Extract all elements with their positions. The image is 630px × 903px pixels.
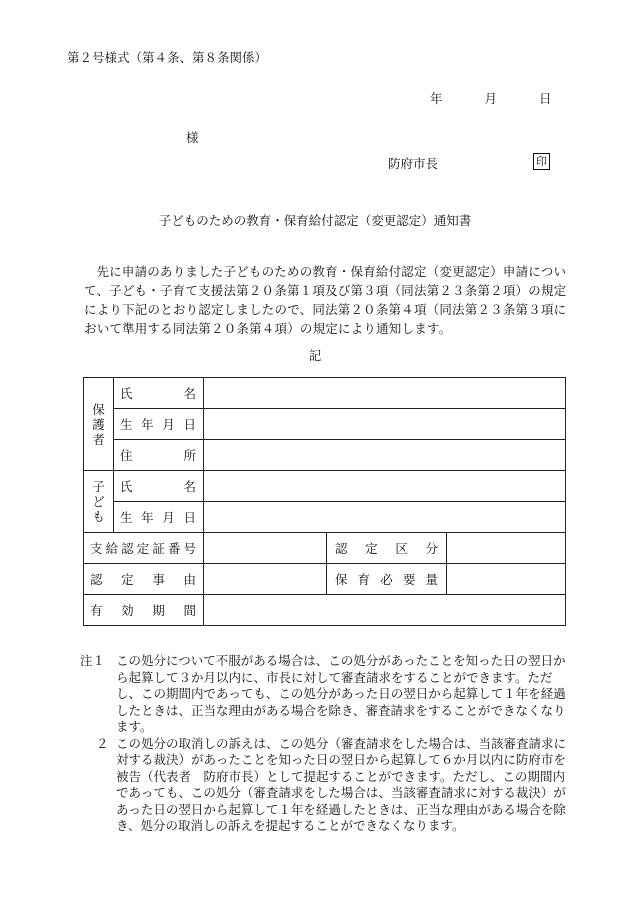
label-char: 定 [365, 541, 378, 556]
table-row [84, 409, 566, 440]
ki-heading: 記 [308, 348, 322, 363]
label-char: 氏 [120, 386, 133, 401]
child-group-label [84, 471, 114, 533]
label-char: 年 [141, 417, 154, 432]
label-char: 間 [183, 603, 196, 618]
validity-value[interactable] [204, 595, 566, 626]
label-char: 育 [357, 572, 371, 587]
label-char: 名 [183, 386, 196, 401]
label-char: も [92, 509, 105, 524]
label-char: 給 [105, 541, 119, 556]
table-row [84, 378, 566, 409]
guardian-birth-label [114, 409, 204, 440]
label-char: 期 [152, 603, 165, 618]
label-char: 保 [92, 401, 105, 417]
label-char: 必 [380, 572, 393, 587]
notes [80, 653, 570, 835]
label-char: 事 [152, 572, 165, 587]
label-char: 区 [395, 541, 408, 556]
label-char: 証 [152, 541, 165, 556]
table-row [84, 595, 566, 626]
child-name-label [114, 471, 204, 502]
label-char: 保 [335, 572, 348, 587]
label-char: 生 [120, 510, 133, 525]
label-char: 子 [92, 479, 105, 494]
table-row [84, 471, 566, 502]
child-name-value[interactable] [204, 471, 566, 502]
reason-value[interactable] [204, 564, 327, 595]
label-char: 日 [183, 510, 196, 525]
child-birth-label [114, 502, 204, 533]
label-char: 定 [121, 572, 134, 587]
note-number: ２ [96, 735, 109, 751]
guardian-name-value[interactable] [204, 378, 566, 409]
note-number: 注１ [80, 653, 106, 668]
child-birth-value[interactable] [204, 502, 566, 533]
date-month: 月 [484, 91, 498, 106]
label-char: 者 [92, 431, 105, 447]
cert-number-value[interactable] [204, 533, 327, 564]
label-char: 名 [183, 479, 196, 494]
label-char: 氏 [120, 479, 133, 494]
label-char: 効 [121, 603, 134, 618]
label-char: 護 [92, 416, 105, 432]
table-row [84, 502, 566, 533]
seal-mark: 印 [533, 153, 550, 170]
label-char: 住 [120, 448, 133, 463]
date-day: 日 [539, 91, 552, 106]
label-char: 年 [141, 510, 154, 525]
label-char: 有 [90, 603, 103, 618]
table-row [84, 440, 566, 471]
issuer: 防府市長 [388, 156, 439, 171]
table-row [84, 564, 566, 595]
label-char: 日 [183, 417, 196, 432]
cert-class-label [327, 533, 447, 564]
label-char: 分 [425, 541, 438, 556]
date-line [430, 89, 552, 107]
guardian-name-label [114, 378, 204, 409]
addressee-suffix: 様 [186, 130, 199, 145]
guardian-group-label [84, 378, 114, 471]
label-char: 要 [402, 572, 416, 587]
note-item [80, 736, 570, 835]
cert-number-label [84, 533, 204, 564]
guardian-address-label [114, 440, 204, 471]
guardian-address-value[interactable] [204, 440, 566, 471]
label-char: 所 [183, 448, 196, 463]
table-row [84, 533, 566, 564]
certification-table [83, 377, 566, 626]
label-char: 番 [167, 541, 181, 556]
guardian-birth-value[interactable] [204, 409, 566, 440]
label-char: 号 [183, 541, 196, 556]
note-text: この処分の取消しの訴えは、この処分（審査請求をした場合は、当該審査請求に対する裁決）があったことを知った日の翌日から起算して６か月以内に防府市を被告（代表者 防府市長）として提起することができます。ただし、この期間内であっても、この処分（審査請求をした場合は、当該審査請求に対する裁決）があった日の翌日から起算して１年を経過したときは、正当な理由がある場合を除き、処分の取消しの訴えを提起することができなくなります。 [116, 735, 567, 833]
note-text: この処分について不服がある場合は、この処分があったことを知った日の翌日から起算して３か月以内に、市長に対して審査請求をすることができます。ただし、この期間内であっても、この処分があった日の翌日から起算して１年を経過したときは、正当な理由がある場合を除き、審査請求をすることができなくなります。 [116, 653, 566, 734]
validity-label [84, 595, 204, 626]
reason-label [84, 564, 204, 595]
cert-class-value[interactable] [447, 533, 566, 564]
label-char: 月 [162, 417, 175, 432]
label-char: 認 [121, 541, 134, 556]
label-char: 定 [136, 541, 150, 556]
label-char: 支 [90, 541, 103, 556]
care-amount-value[interactable] [447, 564, 566, 595]
body-paragraph: 先に申請のありました子どものための教育・保育給付認定（変更認定）申請について、子ども・子育て支援法第２０条第１項及び第３項（同法第２３条第２項）の規定により下記のとおり認定しましたので、同法第２０条第４項（同法第２３条第３項において準用する同法第２０条第４項）の規定により通知します。 [84, 264, 567, 336]
label-char: ど [92, 494, 105, 509]
label-char: 認 [335, 541, 348, 556]
form-number: 第２号様式（第４条、第８条関係） [67, 50, 268, 65]
label-char: 月 [162, 510, 175, 525]
label-char: 生 [120, 417, 133, 432]
label-char: 認 [90, 572, 103, 587]
date-year: 年 [430, 91, 443, 106]
label-char: 量 [425, 572, 438, 587]
note-item [80, 653, 570, 736]
care-amount-label [327, 564, 447, 595]
label-char: 由 [183, 572, 196, 587]
page-title: 子どものための教育・保育給付認定（変更認定）通知書 [158, 213, 472, 228]
